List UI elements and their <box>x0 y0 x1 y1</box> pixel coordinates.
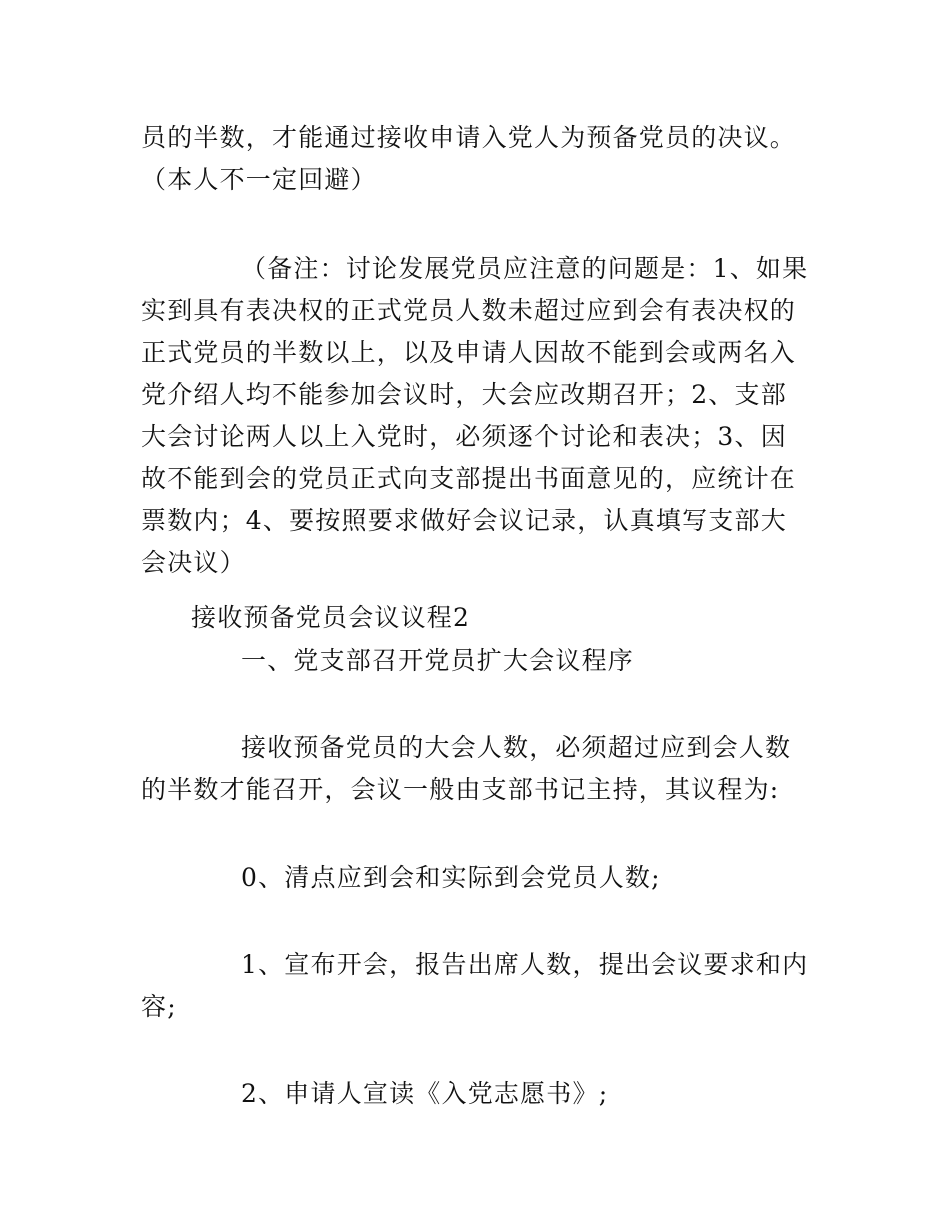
paragraph-remarks: （备注：讨论发展党员应注意的问题是：1、如果实到具有表决权的正式党员人数未超过应到会有表决权的正式党员的半数以上，以及申请人因故不能到会或两名入党介绍人均不能参加会议时，大会应改期召开；2、支部大会讨论两人以上入党时，必须逐个讨论和表决；3、因故不能到会的党员正式向支部提出书面意见的，应统计在票数内；4、要按照要求做好会议记录，认真填写支部大会决议） <box>141 254 809 577</box>
agenda-item-0: 0、清点应到会和实际到会党员人数; <box>241 863 661 892</box>
agenda-item-2: 2、申请人宣读《入党志愿书》; <box>241 1079 609 1108</box>
paragraph-resolution-condition: 员的半数，才能通过接收申请入党人为预备党员的决议。（本人不一定回避） <box>141 123 797 194</box>
paragraph-meeting-quorum: 接收预备党员的大会人数，必须超过应到会人数的半数才能召开，会议一般由支部书记主持，其议程为: <box>141 733 792 804</box>
subsection-heading: 一、党支部召开党员扩大会议程序 <box>241 646 635 675</box>
section-title: 接收预备党员会议议程2 <box>191 603 471 632</box>
agenda-item-1: 1、宣布开会，报告出席人数，提出会议要求和内容; <box>141 950 809 1021</box>
